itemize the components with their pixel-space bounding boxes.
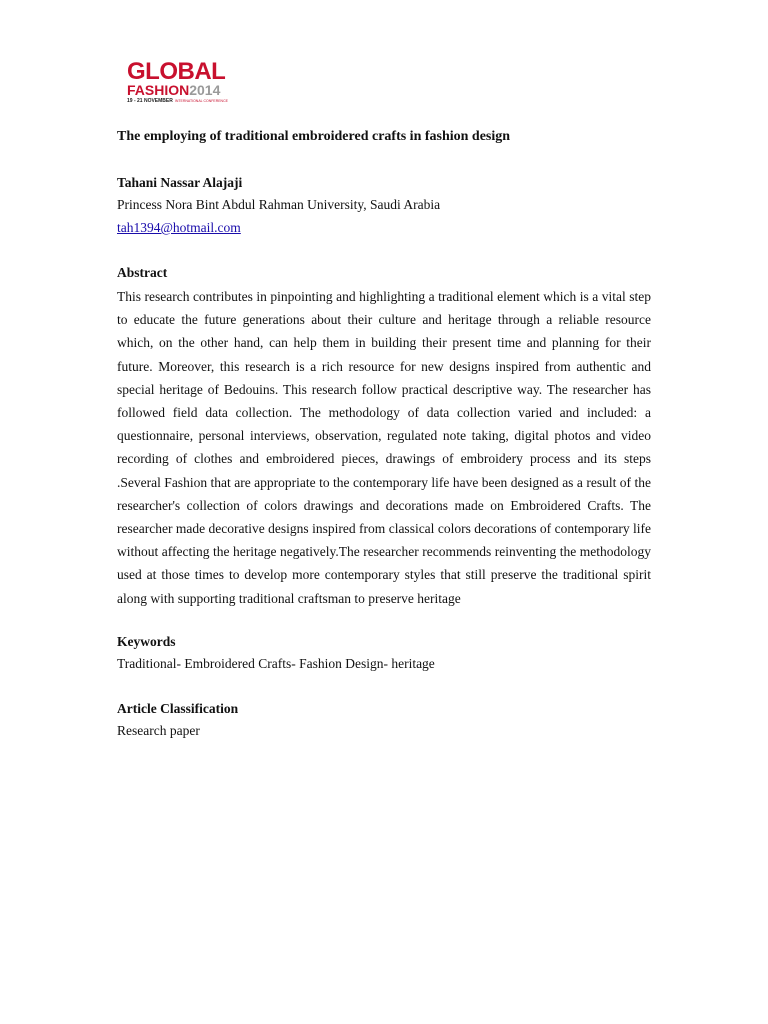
logo-year: 2014 [189, 82, 221, 98]
logo-fashion-line [127, 82, 220, 98]
abstract-heading: Abstract [117, 265, 168, 280]
keywords-text: Traditional- Embroidered Crafts- Fashion Design- heritage [117, 655, 435, 671]
author-name: Tahani Nassar Alajaji [117, 175, 243, 190]
abstract-text: This research contributes in pinpointing and highlighting a traditional element which is a vital step to educate the future generations about their culture and heritage through a reliable resource which, on the other hand, can help them in building their present time and planning for their future. Moreover, this research is a rich resource for new designs inspired from authentic and special heritage of Bedouins. This research follow practical descriptive way. The researcher has followed field data collection. The methodology of data collection varied and included: a questionnaire, personal interviews, observation, regulated note taking, digital photos and video recording of clothes and embroidered pieces, drawings of embroidery process and its steps .Several Fashion that are appropriate to the contemporary life have been designed as a result of the researcher's collection of colors drawings and decorations made on Embroidered Crafts. The researcher made decorative designs inspired from classical colors decorations of contemporary life without affecting the heritage negatively.The researcher recommends reinventing the methodology used at those times to develop more contemporary styles that still preserve the traditional spirit along with supporting traditional craftsman to preserve heritage [117, 289, 651, 606]
author-email-link[interactable]: tah1394@hotmail.com [117, 220, 241, 235]
classification-text: Research paper [117, 722, 200, 738]
logo-date-line [127, 98, 228, 104]
paper-content [117, 127, 651, 742]
keywords-heading: Keywords [117, 633, 176, 649]
classification-heading: Article Classification [117, 700, 239, 716]
author-affiliation: Princess Nora Bint Abdul Rahman University, Saudi Arabia [117, 197, 441, 212]
logo-tagline: INTERNATIONAL CONFERENCE [174, 99, 228, 103]
logo-fashion-word: FASHION [127, 82, 190, 98]
conference-logo [127, 60, 237, 108]
logo-date: 19 - 21 NOVEMBER [127, 98, 173, 104]
logo-global-word: GLOBAL [127, 58, 226, 85]
paper-title: The employing of traditional embroidered crafts in fashion design [117, 129, 511, 144]
